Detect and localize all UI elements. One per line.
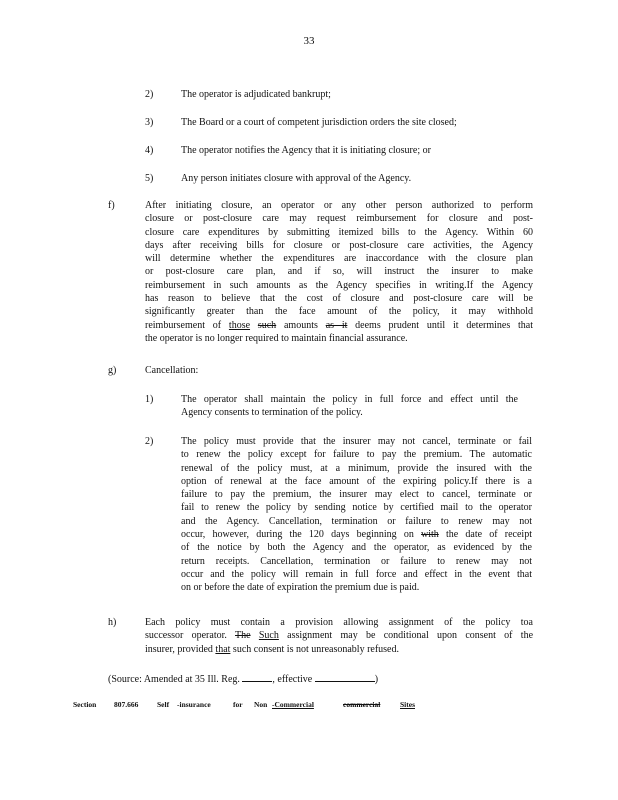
- paragraph-line: or post-closure care plan, and if so, will instruct the insurer to make: [145, 266, 533, 278]
- deleted-text: such: [257, 319, 277, 331]
- text-fragment: insurer, provided: [145, 643, 216, 655]
- paragraph-line: Agency consents to termination of the policy.: [181, 407, 363, 419]
- list-item-number: 2): [145, 89, 154, 100]
- section-label-g: g): [108, 365, 117, 376]
- footer-self: Self: [157, 700, 170, 709]
- list-item-number: 4): [145, 145, 154, 156]
- footer-non: Non: [254, 700, 268, 709]
- list-item-number: 1): [145, 394, 154, 405]
- paragraph-line: has reason to believe that the cost of closure and post-closure care will be: [145, 293, 533, 305]
- blank-line: [315, 672, 375, 682]
- deleted-text: with: [421, 529, 439, 541]
- footer-insurance: -insurance: [177, 700, 211, 709]
- source-note: [108, 672, 378, 686]
- footer-sites: Sites: [400, 700, 415, 709]
- paragraph-line: After initiating closure, an operator or any other person authorized to perform: [145, 200, 533, 211]
- paragraph-line: reimbursement in such amounts as the Agency specifies in writing.If the Agency: [145, 279, 533, 291]
- paragraph-line: Each policy must contain a provision allowing assignment of the policy toa: [145, 617, 533, 628]
- paragraph-line: to renew the policy except for failure to pay the premium. The automatic: [181, 449, 532, 461]
- deleted-text: as it: [325, 319, 348, 331]
- paragraph-line: failure to pay the premium, the insurer may elect to cancel, terminate or: [181, 489, 532, 501]
- inserted-text: that: [215, 643, 231, 655]
- footer-commercial-deleted: commercial: [343, 700, 381, 709]
- footer-for: for: [233, 700, 243, 709]
- paragraph-line: closure or post-closure care may request reimbursement for closure and post-: [145, 213, 533, 225]
- list-item-number: 3): [145, 117, 154, 128]
- footer-section: Section: [73, 700, 97, 709]
- text-fragment: [251, 630, 259, 641]
- paragraph-line: will determine whether the expenditures are inaccordance with the closure plan: [145, 253, 533, 265]
- blank-line: [242, 672, 272, 682]
- paragraph-line: option of renewal at the face amount of the expiring policy.If there is a: [181, 475, 532, 487]
- paragraph-line: days after receiving bills for closure or post-closure care activities, the Agency: [145, 239, 533, 251]
- paragraph-line: return receipts. Cancellation, termination or failure to renew may not: [181, 555, 532, 567]
- paragraph-line: occur and the policy will remain in full force and effect in the event that: [181, 568, 532, 580]
- cancellation-item-2: [181, 435, 532, 595]
- source-text: ): [374, 674, 379, 685]
- section-label-h: h): [108, 617, 117, 628]
- page-number: 33: [303, 35, 315, 47]
- inserted-text: those: [228, 319, 251, 331]
- text-fragment: [250, 320, 258, 331]
- text-fragment: such consent is not unreasonably refused.: [230, 643, 399, 655]
- paragraph-line: significantly greater than the face amount of the policy, it may withhold: [145, 306, 533, 318]
- text-fragment: amounts: [276, 319, 326, 331]
- cancellation-item-1: [181, 393, 518, 420]
- paragraph-line: of the notice by both the Agency and the operator, as evidenced by the: [181, 542, 532, 554]
- text-fragment: the date of receipt: [438, 529, 532, 541]
- text-fragment: deems prudent until it determines that: [347, 319, 534, 331]
- cancellation-heading: Cancellation:: [145, 365, 199, 376]
- paragraph-line: on or before the date of expiration the premium due is paid.: [181, 582, 420, 594]
- paragraph-line-amended: [145, 629, 533, 642]
- text-fragment: assignment may be conditional upon consent of the: [278, 630, 534, 642]
- paragraph-line: The operator shall maintain the policy in full force and effect until the: [181, 394, 518, 405]
- source-text: , effective: [272, 674, 313, 685]
- source-text: (Source: Amended at 35 Ill. Reg.: [108, 674, 240, 685]
- inserted-text: Such: [258, 630, 279, 642]
- list-item-text: The Board or a court of competent jurisdiction orders the site closed;: [181, 117, 457, 128]
- deleted-text: The: [235, 630, 251, 642]
- paragraph-line-amended: [145, 319, 533, 332]
- list-item-number: 2): [145, 436, 154, 447]
- footer-number: 807.666: [114, 700, 139, 709]
- paragraph-line: and the Agency. Cancellation, termination or failure to renew may not: [181, 515, 532, 527]
- footer-commercial-inserted: -Commercial: [272, 700, 314, 709]
- paragraph-line: the operator is no longer required to maintain financial assurance.: [145, 332, 408, 344]
- list-item-text: Any person initiates closure with approval of the Agency.: [181, 173, 412, 184]
- paragraph-line: closure care expenditures by submitting itemized bills to the Agency. Within 60: [145, 226, 533, 238]
- section-label-f: f): [108, 200, 115, 211]
- paragraph-line: renewal of the policy must, at a minimum, provide the insured with the: [181, 462, 532, 474]
- paragraph-h: [145, 616, 533, 656]
- list-item-text: The operator notifies the Agency that it is initiating closure; or: [181, 145, 431, 156]
- paragraph-line: fail to renew the policy by sending notice by certified mail to the operator: [181, 502, 532, 514]
- paragraph-line: The policy must provide that the insurer may not cancel, terminate or fail: [181, 436, 532, 447]
- list-item-text: The operator is adjudicated bankrupt;: [181, 89, 331, 100]
- paragraph-line-amended: [181, 528, 532, 541]
- text-fragment: occur, however, during the 120 days beginning on: [181, 529, 422, 541]
- paragraph-line-amended: [145, 643, 533, 656]
- paragraph-f: [145, 199, 533, 345]
- text-fragment: successor operator.: [145, 630, 236, 642]
- text-fragment: reimbursement of: [145, 319, 229, 331]
- list-item-number: 5): [145, 173, 154, 184]
